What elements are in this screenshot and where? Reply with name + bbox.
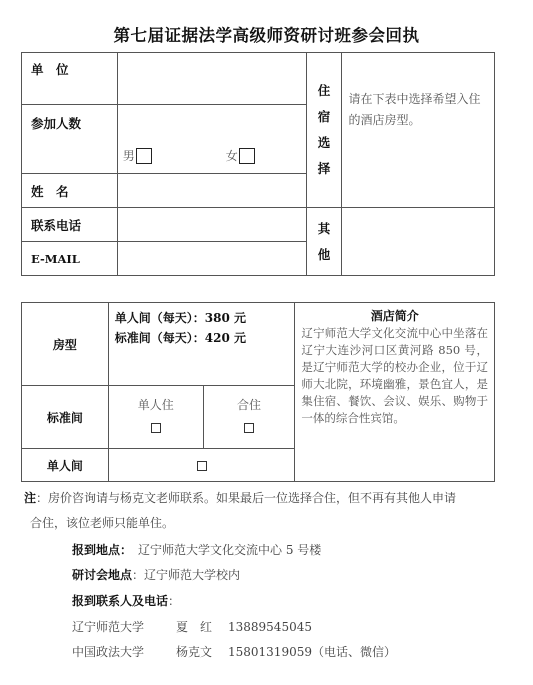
- contact-heading: 报到联系人及电话：: [72, 594, 181, 608]
- unit-label: 单 位: [22, 53, 118, 105]
- room-type-label: 房型: [22, 303, 109, 386]
- registration-table: [21, 52, 495, 276]
- attendees-field: [117, 105, 306, 174]
- single-room-option[interactable]: [108, 449, 295, 482]
- lodging-label: 住 宿 选 择: [306, 53, 342, 208]
- page-title: 第七届证据法学高级师资研讨班参会回执: [113, 26, 420, 45]
- phone-field[interactable]: [117, 208, 306, 242]
- hotel-intro-text: 辽宁师范大学文化交流中心中坐落在 辽宁大连沙河口区黄河路 850 号，是辽宁师范大学的校办企业，位于辽师大北院，环境幽雅，景色宜人，是集住宿、餐饮、会议、娱乐、购物于一体的综合性宾馆。: [301, 326, 488, 425]
- attendees-label: 参加人数: [22, 105, 118, 174]
- standard-room-label: 标准间: [22, 386, 109, 449]
- email-field[interactable]: [117, 242, 306, 276]
- shared-occupancy-checkbox[interactable]: [244, 423, 254, 433]
- unit-field[interactable]: [117, 53, 306, 105]
- lodging-note: 请在下表中选择希望入住的酒店房型。: [342, 53, 495, 208]
- note-line-2: 合住，该位老师只能单住。: [30, 516, 175, 530]
- name-field[interactable]: [117, 174, 306, 208]
- contact-row: 中国政法大学 杨克文 15801319059（电话、微信）: [72, 645, 396, 659]
- female-option[interactable]: 女: [226, 147, 255, 164]
- room-prices: [108, 303, 295, 386]
- name-label: 姓 名: [22, 174, 118, 208]
- standard-price: 标准间（每天）：420 元: [114, 331, 247, 345]
- phone-label: 联系电话: [22, 208, 118, 242]
- single-price: 单人间（每天）：380 元: [114, 311, 247, 325]
- single-occupancy-checkbox[interactable]: [151, 423, 161, 433]
- single-occupancy-option[interactable]: 单人住: [108, 386, 203, 449]
- report-location: 报到地点： 辽宁师范大学文化交流中心 5 号楼: [72, 543, 322, 557]
- other-label: 其 他: [306, 208, 342, 276]
- contact-row: 辽宁师范大学 夏 红 13889545045: [72, 620, 312, 634]
- email-label: E-MAIL: [22, 242, 118, 276]
- male-checkbox[interactable]: [136, 148, 152, 164]
- single-room-label: 单人间: [22, 449, 109, 482]
- hotel-intro-title: 酒店简介: [370, 309, 419, 323]
- note-line-1: 注：房价咨询请与杨克文老师联系。如果最后一位选择合住，但不再有其他人申请: [24, 491, 457, 505]
- venue-location: 研讨会地点：辽宁师范大学校内: [72, 568, 241, 582]
- male-option[interactable]: 男: [123, 147, 152, 164]
- shared-occupancy-option[interactable]: 合住: [203, 386, 295, 449]
- single-room-checkbox[interactable]: [197, 461, 207, 471]
- other-field[interactable]: [342, 208, 495, 276]
- hotel-intro-cell: [295, 303, 495, 482]
- room-table: [21, 302, 495, 482]
- female-checkbox[interactable]: [239, 148, 255, 164]
